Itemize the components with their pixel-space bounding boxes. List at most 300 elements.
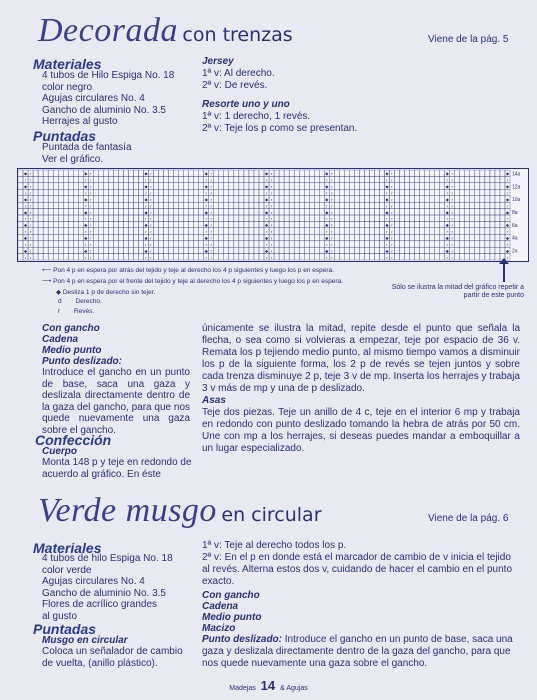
chart-cell bbox=[229, 202, 234, 208]
chart-cell bbox=[234, 221, 239, 227]
chart-symbol: r bbox=[210, 216, 212, 222]
chart-cell bbox=[299, 228, 304, 234]
chart-cell bbox=[395, 170, 400, 176]
chart-cell bbox=[425, 234, 430, 240]
chart-cell bbox=[179, 228, 184, 234]
chart-cell bbox=[334, 170, 339, 176]
chart-cell bbox=[58, 209, 63, 215]
chart-cell bbox=[164, 196, 169, 202]
chart-cell bbox=[113, 241, 118, 247]
chart-cell bbox=[435, 241, 440, 247]
chart-cell bbox=[440, 234, 445, 240]
chart-cell bbox=[435, 254, 440, 260]
chart-cell bbox=[490, 196, 495, 202]
chart-symbol: r bbox=[210, 222, 212, 228]
chart-cell bbox=[374, 170, 379, 176]
chart-cell bbox=[103, 241, 108, 247]
chart-cell bbox=[279, 247, 284, 253]
chart-cell bbox=[103, 202, 108, 208]
chart-symbol: ◆ bbox=[144, 248, 148, 254]
section1-continued: Viene de la pág. 5 bbox=[428, 34, 509, 45]
chart-cell bbox=[289, 176, 294, 182]
chart-cell bbox=[440, 196, 445, 202]
chart-cell bbox=[334, 176, 339, 182]
chart-cell bbox=[184, 234, 189, 240]
chart-symbol: r bbox=[90, 171, 92, 177]
chart-symbol: ◆ bbox=[505, 209, 510, 215]
chart-cell bbox=[184, 183, 189, 189]
chart-cell bbox=[229, 183, 234, 189]
chart-cell bbox=[38, 202, 43, 208]
chart-cell bbox=[38, 234, 43, 240]
chart-cell bbox=[405, 209, 410, 215]
chart-cell bbox=[349, 228, 354, 234]
chart-symbol: r bbox=[331, 235, 333, 241]
chart-cell bbox=[395, 234, 400, 240]
chart-cell bbox=[184, 170, 189, 176]
chart-cell bbox=[410, 196, 415, 202]
chart-cell bbox=[118, 189, 123, 195]
chart-cell bbox=[43, 241, 48, 247]
chart-cell bbox=[369, 254, 374, 260]
chart-symbol: r bbox=[506, 177, 509, 183]
chart-cell bbox=[68, 189, 73, 195]
chart-cell bbox=[138, 202, 143, 208]
chart-cell bbox=[460, 176, 465, 182]
chart-symbol: r bbox=[90, 248, 92, 254]
chart-cell bbox=[128, 183, 133, 189]
chart-cell bbox=[254, 254, 259, 260]
chart-cell bbox=[73, 176, 78, 182]
chart-cell bbox=[294, 234, 299, 240]
chart-cell bbox=[369, 170, 374, 176]
chart-cell bbox=[354, 196, 359, 202]
chart-symbol: r bbox=[451, 235, 453, 241]
chart-cell bbox=[314, 189, 319, 195]
chart-cell bbox=[93, 247, 98, 253]
chart-cell bbox=[174, 170, 179, 176]
chart-cell bbox=[379, 189, 384, 195]
chart-symbol: r bbox=[90, 222, 92, 228]
chart-cell bbox=[159, 247, 164, 253]
chart-cell bbox=[113, 209, 118, 215]
chart-cell bbox=[179, 170, 184, 176]
chart-cell bbox=[339, 170, 344, 176]
chart-cell bbox=[58, 247, 63, 253]
chart-cell bbox=[43, 234, 48, 240]
chart-cell bbox=[123, 221, 128, 227]
chart-symbol: ◆ bbox=[445, 222, 449, 228]
chart-symbol: r bbox=[150, 229, 152, 235]
chart-cell bbox=[339, 202, 344, 208]
chart-cell bbox=[359, 209, 364, 215]
chart-cell bbox=[289, 234, 294, 240]
cable-front-icon: ⟶ bbox=[42, 278, 52, 285]
chart-cell bbox=[118, 215, 123, 221]
chart-cell bbox=[123, 241, 128, 247]
chart-cell bbox=[123, 170, 128, 176]
chart-cell bbox=[63, 228, 68, 234]
chart-cell bbox=[113, 221, 118, 227]
chart-cell bbox=[254, 247, 259, 253]
chart-cell bbox=[219, 228, 224, 234]
chart-cell bbox=[93, 183, 98, 189]
chart-cell bbox=[495, 228, 500, 234]
chart-cell bbox=[289, 189, 294, 195]
materiales-item: Agujas circulares No. 4 bbox=[42, 93, 145, 104]
chart-cell bbox=[455, 215, 460, 221]
chart-cell bbox=[420, 170, 425, 176]
chart-symbol: r bbox=[391, 184, 393, 190]
chart-symbol: ◆ bbox=[325, 171, 329, 177]
chart-cell bbox=[33, 183, 38, 189]
chart-symbol: ◆ bbox=[204, 248, 208, 254]
chart-cell bbox=[18, 254, 23, 260]
chart-cell bbox=[93, 241, 98, 247]
chart-symbol: r bbox=[205, 229, 207, 235]
chart-cell bbox=[294, 202, 299, 208]
chart-symbol: ◆ bbox=[505, 222, 510, 228]
chart-cell bbox=[78, 234, 83, 240]
chart-cell bbox=[108, 221, 113, 227]
chart-cell bbox=[68, 254, 73, 260]
confeccion-heading: Confección bbox=[35, 432, 112, 448]
chart-symbol: r bbox=[29, 248, 32, 254]
chart-symbol: r bbox=[451, 196, 453, 202]
chart-cell bbox=[53, 234, 58, 240]
chart-cell bbox=[359, 183, 364, 189]
chart-cell bbox=[138, 176, 143, 182]
chart-cell bbox=[73, 254, 78, 260]
chart-cell bbox=[485, 202, 490, 208]
chart-cell bbox=[309, 176, 314, 182]
chart-cell bbox=[475, 196, 480, 202]
chart-cell bbox=[299, 202, 304, 208]
chart-cell bbox=[179, 196, 184, 202]
chart-cell bbox=[118, 202, 123, 208]
chart-cell bbox=[118, 254, 123, 260]
chart-cell bbox=[33, 170, 38, 176]
chart-symbol: r bbox=[270, 235, 273, 241]
chart-cell bbox=[219, 234, 224, 240]
chart-cell bbox=[199, 196, 204, 202]
chart-symbol: r bbox=[210, 248, 212, 254]
chart-symbol: r bbox=[210, 254, 212, 260]
chart-cell bbox=[123, 176, 128, 182]
chart-cell bbox=[415, 247, 420, 253]
chart-cell bbox=[415, 228, 420, 234]
chart-cell bbox=[128, 215, 133, 221]
chart-cell bbox=[400, 247, 405, 253]
chart-cell bbox=[179, 209, 184, 215]
chart-cell bbox=[405, 170, 410, 176]
chart-cell bbox=[53, 215, 58, 221]
chart-cell bbox=[53, 247, 58, 253]
chart-cell bbox=[334, 196, 339, 202]
chart-cell bbox=[73, 183, 78, 189]
chart-cell bbox=[53, 209, 58, 215]
chart-cell bbox=[299, 247, 304, 253]
chart-cell bbox=[234, 202, 239, 208]
chart-symbol: r bbox=[446, 216, 448, 222]
chart-cell bbox=[98, 196, 103, 202]
chart-cell bbox=[299, 241, 304, 247]
cable-back-icon: ⟵ bbox=[42, 267, 52, 274]
chart-cell bbox=[344, 247, 349, 253]
chart-cell bbox=[490, 254, 495, 260]
chart-cell bbox=[344, 202, 349, 208]
chart-cell bbox=[244, 170, 249, 176]
chart-cell bbox=[455, 196, 460, 202]
chart-cell bbox=[339, 189, 344, 195]
chart-cell bbox=[395, 247, 400, 253]
chart-cell bbox=[48, 247, 53, 253]
chart-symbol: r bbox=[391, 222, 393, 228]
chart-cell bbox=[354, 215, 359, 221]
chart-cell bbox=[43, 176, 48, 182]
chart-cell bbox=[214, 176, 219, 182]
chart-cell bbox=[344, 176, 349, 182]
chart-symbol: r bbox=[326, 216, 328, 222]
chart-cell bbox=[374, 241, 379, 247]
chart-symbol: r bbox=[145, 241, 147, 247]
section1-title-script: Decorada bbox=[38, 12, 178, 49]
chart-cell bbox=[374, 247, 379, 253]
chart-cell bbox=[465, 228, 470, 234]
chart-cell bbox=[364, 202, 369, 208]
chart-cell bbox=[480, 215, 485, 221]
chart-cell bbox=[113, 189, 118, 195]
chart-cell bbox=[199, 241, 204, 247]
chart-cell bbox=[73, 189, 78, 195]
legend-slip-text: Desliza 1 p de derecho sin tejer. bbox=[62, 289, 156, 296]
chart-cell bbox=[349, 202, 354, 208]
chart-cell bbox=[58, 196, 63, 202]
chart-cell bbox=[98, 183, 103, 189]
chart-cell bbox=[400, 202, 405, 208]
chart-cell bbox=[249, 221, 254, 227]
chart-cell bbox=[284, 196, 289, 202]
chart-cell bbox=[495, 202, 500, 208]
chart-cell bbox=[48, 234, 53, 240]
chart-symbol: r bbox=[331, 248, 333, 254]
chart-cell bbox=[113, 247, 118, 253]
chart-cell bbox=[480, 202, 485, 208]
chart-cell bbox=[400, 228, 405, 234]
punto-deslizado-text: Introduce el gancho en un punto de base, saca una gaza y deslizala directamente dentro de la gaza del gancho, para que nos quede nuevamente una gaza sobre el gancho. bbox=[42, 367, 190, 436]
chart-cell bbox=[33, 209, 38, 215]
chart-cell bbox=[189, 234, 194, 240]
chart-cell bbox=[154, 196, 159, 202]
chart-cell bbox=[430, 202, 435, 208]
chart-cell bbox=[199, 221, 204, 227]
chart-symbol: ◆ bbox=[385, 184, 389, 190]
chart-cell bbox=[18, 234, 23, 240]
chart-cell bbox=[138, 215, 143, 221]
chart-symbol: ◆ bbox=[325, 196, 329, 202]
chart-cell bbox=[138, 247, 143, 253]
chart-cell bbox=[274, 221, 279, 227]
chart-cell bbox=[78, 254, 83, 260]
chart-symbol: ◆ bbox=[144, 222, 148, 228]
chart-cell bbox=[284, 241, 289, 247]
chart-cell bbox=[420, 228, 425, 234]
chart-cell bbox=[289, 196, 294, 202]
chart-symbol: ◆ bbox=[84, 171, 88, 177]
chart-cell bbox=[73, 215, 78, 221]
chart-cell bbox=[199, 254, 204, 260]
chart-cell bbox=[68, 234, 73, 240]
chart-cell bbox=[435, 170, 440, 176]
chart-cell bbox=[425, 221, 430, 227]
chart-cell bbox=[159, 176, 164, 182]
chart-cell bbox=[93, 202, 98, 208]
slip-stitch-icon: ◆ bbox=[56, 289, 61, 296]
chart-cell bbox=[189, 170, 194, 176]
chart-symbol: r bbox=[270, 254, 273, 260]
chart-symbol: r bbox=[270, 171, 273, 177]
chart-cell bbox=[224, 234, 229, 240]
chart-symbol: r bbox=[326, 229, 328, 235]
chart-cell bbox=[73, 170, 78, 176]
chart-cell bbox=[369, 221, 374, 227]
chart-cell bbox=[379, 215, 384, 221]
chart-cell bbox=[415, 241, 420, 247]
chart-cell bbox=[395, 228, 400, 234]
chart-cell bbox=[460, 196, 465, 202]
chart-cell bbox=[73, 196, 78, 202]
punto2-text: Introduce el gancho en un punto de base, saca una gaza y deslizala directamente dentro de la gaza del gancho, para que nos quede nuevamente una gaza sobre el gancho. bbox=[202, 634, 513, 669]
chart-cell bbox=[123, 202, 128, 208]
chart-cell bbox=[470, 170, 475, 176]
cuerpo-text: Monta 148 p y teje en redondo de acuerdo al gráfico. En éste bbox=[42, 457, 192, 480]
chart-cell bbox=[194, 189, 199, 195]
chart-symbol: ◆ bbox=[505, 235, 510, 241]
chart-cell bbox=[485, 215, 490, 221]
chart-cell bbox=[229, 176, 234, 182]
chart-cell bbox=[435, 247, 440, 253]
chart-cell bbox=[43, 247, 48, 253]
puntadas2-heading: Puntadas bbox=[33, 621, 97, 637]
chart-cell bbox=[108, 228, 113, 234]
chart-cell bbox=[304, 241, 309, 247]
chart-cell bbox=[48, 202, 53, 208]
chart-symbol: r bbox=[145, 229, 147, 235]
chart-cell bbox=[244, 183, 249, 189]
chart-cell bbox=[68, 202, 73, 208]
chart-symbol: ◆ bbox=[204, 171, 208, 177]
materiales2-item: al gusto bbox=[42, 610, 78, 622]
chart-symbol: ◆ bbox=[505, 171, 510, 177]
crochet2-item: Con gancho bbox=[202, 590, 260, 601]
chart-cell bbox=[470, 221, 475, 227]
chart-symbol: r bbox=[326, 203, 328, 209]
chart-cell bbox=[224, 202, 229, 208]
chart-cell bbox=[244, 241, 249, 247]
chart-symbol: r bbox=[205, 254, 207, 260]
section2-title bbox=[38, 492, 322, 530]
chart-cell bbox=[98, 189, 103, 195]
chart-cell bbox=[128, 254, 133, 260]
chart-cell bbox=[199, 228, 204, 234]
chart-cell bbox=[254, 202, 259, 208]
chart-cell bbox=[98, 221, 103, 227]
chart-symbol: r bbox=[150, 171, 152, 177]
chart-cell bbox=[294, 228, 299, 234]
chart-cell bbox=[38, 196, 43, 202]
chart-symbol: r bbox=[506, 190, 509, 196]
chart-cell bbox=[33, 228, 38, 234]
chart-cell bbox=[239, 215, 244, 221]
chart-cell bbox=[334, 234, 339, 240]
chart-cells bbox=[18, 170, 510, 260]
chart-cell bbox=[103, 170, 108, 176]
chart-cell bbox=[133, 202, 138, 208]
chart-cell bbox=[58, 202, 63, 208]
chart-symbol: r bbox=[331, 184, 333, 190]
chart-cell bbox=[189, 183, 194, 189]
chart-cell bbox=[239, 196, 244, 202]
chart-cell bbox=[154, 189, 159, 195]
chart-symbol: r bbox=[210, 177, 212, 183]
chart-symbol: ◆ bbox=[445, 196, 449, 202]
chart-cell bbox=[159, 241, 164, 247]
chart-cell bbox=[379, 247, 384, 253]
chart-cell bbox=[460, 241, 465, 247]
chart-cell bbox=[460, 247, 465, 253]
chart-cell bbox=[249, 183, 254, 189]
chart-cell bbox=[219, 241, 224, 247]
chart-symbol: ◆ bbox=[23, 171, 28, 177]
chart-cell bbox=[400, 234, 405, 240]
chart-cell bbox=[169, 234, 174, 240]
chart-symbol: r bbox=[451, 248, 453, 254]
chart-cell bbox=[244, 221, 249, 227]
chart-symbol: ◆ bbox=[84, 222, 88, 228]
chart-cell bbox=[229, 247, 234, 253]
chart-cell bbox=[189, 228, 194, 234]
chart-cell bbox=[214, 183, 219, 189]
chart-cell bbox=[440, 221, 445, 227]
chart-cell bbox=[294, 176, 299, 182]
chart-cell bbox=[284, 189, 289, 195]
chart-cell bbox=[123, 254, 128, 260]
chart-cell bbox=[98, 209, 103, 215]
chart-cell bbox=[349, 215, 354, 221]
chart-cell bbox=[490, 234, 495, 240]
chart-cell bbox=[199, 234, 204, 240]
chart-cell bbox=[214, 202, 219, 208]
chart-symbol: r bbox=[90, 184, 92, 190]
chart-cell bbox=[128, 176, 133, 182]
chart-cell bbox=[465, 221, 470, 227]
chart-symbol: r bbox=[29, 222, 32, 228]
chart-cell bbox=[485, 170, 490, 176]
chart-cell bbox=[93, 234, 98, 240]
chart-cell bbox=[118, 241, 123, 247]
chart-symbol: r bbox=[265, 241, 268, 247]
chart-cell bbox=[334, 254, 339, 260]
chart-cell bbox=[284, 234, 289, 240]
chart-cell bbox=[214, 189, 219, 195]
chart-cell bbox=[43, 202, 48, 208]
chart-cell bbox=[495, 247, 500, 253]
chart-cell bbox=[164, 228, 169, 234]
chart-symbol: ◆ bbox=[445, 248, 449, 254]
chart-cell bbox=[425, 189, 430, 195]
chart-cell bbox=[93, 228, 98, 234]
chart-cell bbox=[199, 215, 204, 221]
